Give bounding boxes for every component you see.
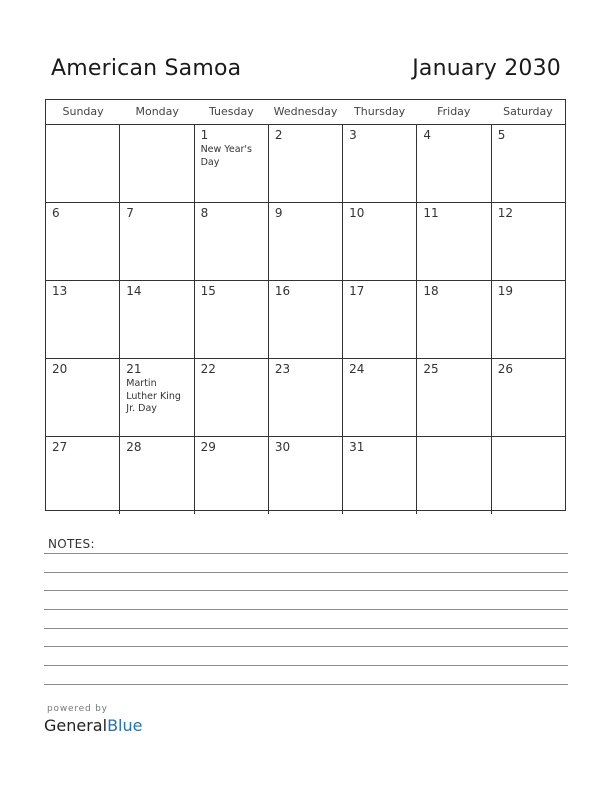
weekday-header-row [46, 100, 565, 125]
note-line[interactable] [44, 590, 568, 591]
day-cell-25[interactable] [417, 359, 491, 436]
day-cell-6[interactable] [46, 203, 120, 280]
day-number: 2 [274, 128, 283, 142]
day-cell-18[interactable] [417, 281, 491, 358]
day-number: 5 [497, 128, 506, 142]
day-number: 4 [423, 128, 432, 142]
brand-general: General [44, 716, 108, 735]
day-cell-16[interactable] [269, 281, 343, 358]
day-cell-10[interactable] [343, 203, 417, 280]
day-cell-14[interactable] [120, 281, 194, 358]
day-number: 19 [497, 284, 513, 298]
weekday-sunday: Sunday [62, 105, 104, 118]
day-cell-29[interactable] [195, 437, 269, 514]
day-number: 8 [200, 206, 209, 220]
day-number: 3 [349, 128, 357, 142]
weekday-wednesday: Wednesday [273, 105, 338, 118]
day-cell-9[interactable] [269, 203, 343, 280]
day-number: 22 [200, 362, 216, 376]
week-row [46, 125, 565, 203]
day-cell-12[interactable] [492, 203, 565, 280]
weekday-monday: Monday [135, 105, 179, 118]
day-cell-7[interactable] [120, 203, 194, 280]
day-cell-26[interactable] [492, 359, 565, 436]
day-number: 16 [274, 284, 291, 298]
day-cell-30[interactable] [269, 437, 343, 514]
day-cell-11[interactable] [417, 203, 491, 280]
day-cell-1[interactable] [195, 125, 269, 202]
day-number: 13 [52, 284, 68, 298]
country-title: American Samoa [51, 56, 242, 81]
day-cell-27[interactable] [46, 437, 120, 514]
day-cell-3[interactable] [343, 125, 417, 202]
day-number: 25 [423, 362, 439, 376]
day-number: 30 [274, 440, 291, 454]
weekday-friday: Friday [437, 105, 471, 118]
note-line[interactable] [44, 665, 568, 666]
note-line[interactable] [44, 628, 568, 629]
day-number: 9 [274, 206, 283, 220]
weekday-saturday: Saturday [503, 105, 553, 118]
brand-blue: Blue [107, 716, 143, 735]
day-number: 1 [200, 128, 209, 142]
month-year-title: January 2030 [412, 56, 561, 81]
calendar-grid [45, 99, 566, 511]
day-number: 17 [349, 284, 365, 298]
day-cell-13[interactable] [46, 281, 120, 358]
day-number: 26 [497, 362, 513, 376]
note-line[interactable] [44, 684, 568, 685]
day-number: 14 [126, 284, 142, 298]
day-number: 18 [423, 284, 439, 298]
day-cell-empty[interactable] [492, 437, 565, 514]
day-cell-23[interactable] [269, 359, 343, 436]
day-cell-empty[interactable] [120, 125, 194, 202]
note-line[interactable] [44, 646, 568, 647]
day-number: 10 [349, 206, 365, 220]
note-line[interactable] [44, 609, 568, 610]
day-number: 24 [349, 362, 365, 376]
weekday-thursday: Thursday [354, 105, 406, 118]
holiday-label: Martin Luther King Jr. Day [126, 378, 181, 414]
day-number: 21 [126, 362, 142, 376]
day-number: 11 [423, 206, 439, 220]
note-line[interactable] [44, 572, 568, 573]
day-cell-15[interactable] [195, 281, 269, 358]
week-row [46, 203, 565, 281]
week-row [46, 281, 565, 359]
day-number: 20 [52, 362, 68, 376]
day-cell-21[interactable] [120, 359, 194, 436]
day-number: 6 [52, 206, 60, 220]
week-row [46, 437, 565, 514]
day-number: 28 [126, 440, 142, 454]
week-row [46, 359, 565, 437]
weeks-container [46, 125, 565, 514]
day-number: 12 [497, 206, 513, 220]
day-cell-31[interactable] [343, 437, 417, 514]
day-cell-19[interactable] [492, 281, 565, 358]
day-cell-empty[interactable] [46, 125, 120, 202]
day-cell-2[interactable] [269, 125, 343, 202]
day-number: 15 [200, 284, 216, 298]
day-cell-17[interactable] [343, 281, 417, 358]
day-number: 31 [349, 440, 365, 454]
day-cell-20[interactable] [46, 359, 120, 436]
note-line[interactable] [44, 553, 568, 554]
day-cell-5[interactable] [492, 125, 565, 202]
day-cell-28[interactable] [120, 437, 194, 514]
powered-by-text: powered by [47, 704, 108, 714]
weekday-tuesday: Tuesday [208, 105, 254, 118]
day-cell-8[interactable] [195, 203, 269, 280]
day-cell-22[interactable] [195, 359, 269, 436]
day-cell-24[interactable] [343, 359, 417, 436]
holiday-label: New Year's Day [200, 144, 252, 168]
day-cell-4[interactable] [417, 125, 491, 202]
generalblue-logo[interactable] [44, 716, 142, 735]
notes-label: NOTES: [48, 537, 95, 551]
day-cell-empty[interactable] [417, 437, 491, 514]
day-number: 29 [200, 440, 216, 454]
day-number: 27 [52, 440, 68, 454]
day-number: 7 [126, 206, 134, 220]
day-number: 23 [274, 362, 291, 376]
